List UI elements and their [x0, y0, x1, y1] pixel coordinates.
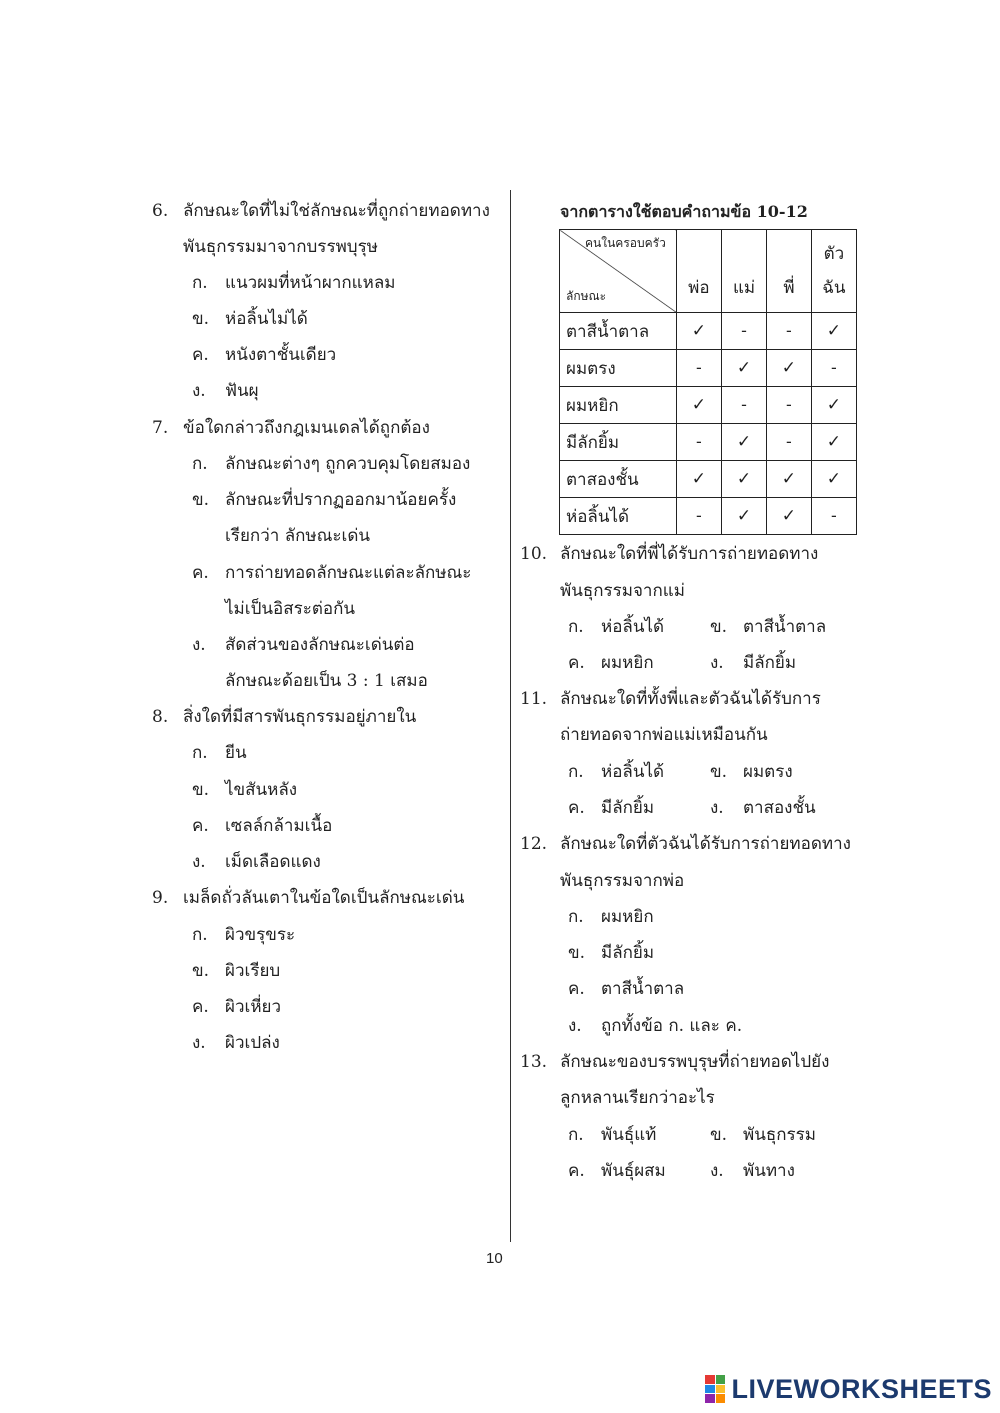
option[interactable]: ค. หนังตาชั้นเดียว [192, 345, 337, 365]
question-10 [520, 543, 818, 565]
option[interactable]: ก. ผมหยิก [568, 907, 654, 927]
column-divider [510, 190, 511, 1242]
table-cell: - [676, 424, 721, 461]
option[interactable]: ง. พันทาง [710, 1161, 795, 1181]
question-text: สิ่งใดที่มีสารพันธุกรรมอยู่ภายใน [183, 707, 417, 727]
option[interactable]: ก. ยีน [192, 743, 247, 763]
option[interactable]: ค. เซลล์กล้ามเนื้อ [192, 816, 333, 836]
question-text-line: ลูกหลานเรียกว่าอะไร [560, 1088, 715, 1108]
trait-table [559, 229, 857, 535]
table-cell: ✓ [767, 498, 812, 535]
question-7 [152, 417, 430, 439]
question-number: 13. [520, 1052, 548, 1072]
option[interactable]: ง. มีลักยิ้ม [710, 653, 797, 673]
option[interactable]: ข. ไขสันหลัง [192, 780, 298, 800]
option[interactable]: ง. เม็ดเลือดแดง [192, 852, 321, 872]
question-text-line: พันธุกรรมจากพ่อ [560, 871, 685, 891]
table-cell: ✓ [767, 350, 812, 387]
question-8 [152, 706, 416, 728]
question-text: ลักษณะใดที่ทั้งพี่และตัวฉันได้รับการ [560, 689, 821, 709]
column-header: แม่ [721, 230, 766, 313]
table-cell: ✓ [676, 461, 721, 498]
column-header: ตัว ฉัน [811, 230, 856, 313]
table-header-row [560, 230, 857, 313]
question-text: เมล็ดถั่วลันเตาในข้อใดเป็นลักษณะเด่น [183, 888, 465, 908]
table-cell: ✓ [767, 461, 812, 498]
question-text: ข้อใดกล่าวถึงกฎเมนเดลได้ถูกต้อง [183, 418, 430, 438]
option[interactable]: ง. ฟันผุ [192, 381, 259, 401]
question-text: ลักษณะใดที่พี่ได้รับการถ่ายทอดทาง [560, 544, 819, 564]
table-row [560, 461, 857, 498]
table-cell: ✓ [721, 461, 766, 498]
table-title: จากตารางใช้ตอบคำถามข้อ 10-12 [560, 202, 808, 221]
question-number: 6. [152, 201, 169, 221]
option[interactable]: ข. ลักษณะที่ปรากฏออกมาน้อยครั้ง [192, 490, 457, 510]
trait-cell: ผมตรง [560, 350, 677, 387]
corner-label-family: คนในครอบครัว [585, 236, 666, 250]
option[interactable]: ค. ตาสีน้ำตาล [568, 979, 685, 999]
option[interactable]: ง. ถูกทั้งข้อ ก. และ ค. [568, 1016, 743, 1036]
table-cell: ✓ [811, 461, 856, 498]
table-cell: - [811, 498, 856, 535]
question-text: ลักษณะใดที่ตัวฉันได้รับการถ่ายทอดทาง [560, 834, 851, 854]
option[interactable]: ก. ผิวขรุขระ [192, 925, 296, 945]
question-number: 7. [152, 418, 169, 438]
table-cell: - [721, 387, 766, 424]
table-cell: ✓ [811, 313, 856, 350]
column-header: พ่อ [676, 230, 721, 313]
question-number: 11. [520, 689, 548, 709]
question-text-line: ถ่ายทอดจากพ่อแม่เหมือนกัน [560, 725, 768, 745]
option-continued: ลักษณะด้อยเป็น 3 : 1 เสมอ [225, 671, 428, 691]
question-6 [152, 200, 490, 222]
question-text-line: พันธุกรรมจากแม่ [560, 581, 685, 601]
question-number: 9. [152, 888, 169, 908]
table-cell: - [676, 350, 721, 387]
option-continued: เรียกว่า ลักษณะเด่น [225, 526, 370, 546]
table-cell: ✓ [721, 424, 766, 461]
question-number: 12. [520, 834, 548, 854]
trait-cell: ตาสองชั้น [560, 461, 677, 498]
option[interactable]: ก. พันธุ์แท้ [568, 1125, 657, 1145]
question-number: 8. [152, 707, 169, 727]
liveworksheets-logo[interactable] [705, 1373, 992, 1405]
trait-cell: ผมหยิก [560, 387, 677, 424]
option[interactable]: ข. ตาสีน้ำตาล [710, 617, 827, 637]
option[interactable]: ค. มีลักยิ้ม [568, 798, 655, 818]
question-text: ลักษณะใดที่ไม่ใช่ลักษณะที่ถูกถ่ายทอดทาง [183, 201, 490, 221]
table-cell: ✓ [721, 498, 766, 535]
option[interactable]: ก. แนวผมที่หน้าผากแหลม [192, 273, 396, 293]
table-cell: - [767, 387, 812, 424]
trait-cell: มีลักยิ้ม [560, 424, 677, 461]
logo-grid-icon [705, 1375, 725, 1403]
option[interactable]: ง. ตาสองชั้น [710, 798, 816, 818]
table-corner-cell [560, 230, 677, 313]
option[interactable]: ข. ผิวเรียบ [192, 961, 281, 981]
question-text-line: พันธุกรรมมาจากบรรพบุรุษ [183, 237, 378, 257]
question-number: 10. [520, 544, 548, 564]
table-cell: ✓ [811, 387, 856, 424]
column-header: พี่ [767, 230, 812, 313]
option[interactable]: ข. พันธุกรรม [710, 1125, 816, 1145]
question-text: ลักษณะของบรรพบุรุษที่ถ่ายทอดไปยัง [560, 1052, 830, 1072]
trait-cell: ตาสีน้ำตาล [560, 313, 677, 350]
table-row [560, 498, 857, 535]
page-number: 10 [486, 1250, 503, 1267]
question-11 [520, 688, 821, 710]
table-cell: - [676, 498, 721, 535]
option[interactable]: ก. ลักษณะต่างๆ ถูกควบคุมโดยสมอง [192, 454, 471, 474]
table-cell: - [767, 424, 812, 461]
table-cell: ✓ [676, 313, 721, 350]
question-12 [520, 833, 851, 855]
option[interactable]: ข. ผมตรง [710, 762, 793, 782]
table-cell: - [767, 313, 812, 350]
option[interactable]: ง. ผิวเปล่ง [192, 1033, 280, 1053]
table-row [560, 313, 857, 350]
question-9 [152, 887, 464, 909]
table-row [560, 387, 857, 424]
table-cell: ✓ [721, 350, 766, 387]
option[interactable]: ก. ห่อลิ้นได้ [568, 617, 665, 637]
option[interactable]: ง. สัดส่วนของลักษณะเด่นต่อ [192, 635, 415, 655]
option-continued: ไม่เป็นอิสระต่อกัน [225, 599, 355, 619]
option[interactable]: ค. พันธุ์ผสม [568, 1161, 666, 1181]
question-13 [520, 1051, 829, 1073]
option[interactable]: ก. ห่อลิ้นได้ [568, 762, 665, 782]
table-cell: - [811, 350, 856, 387]
option[interactable]: ข. มีลักยิ้ม [568, 943, 655, 963]
option[interactable]: ข. ห่อลิ้นไม่ได้ [192, 309, 308, 329]
trait-cell: ห่อลิ้นได้ [560, 498, 677, 535]
table-row [560, 350, 857, 387]
table-cell: ✓ [676, 387, 721, 424]
table-row [560, 424, 857, 461]
corner-label-trait: ลักษณะ [566, 289, 607, 303]
option[interactable]: ค. ผมหยิก [568, 653, 654, 673]
option[interactable]: ค. การถ่ายทอดลักษณะแต่ละลักษณะ [192, 563, 472, 583]
option[interactable]: ค. ผิวเหี่ยว [192, 997, 282, 1017]
table-cell: - [721, 313, 766, 350]
logo-text: LIVEWORKSHEETS [731, 1373, 992, 1404]
table-cell: ✓ [811, 424, 856, 461]
